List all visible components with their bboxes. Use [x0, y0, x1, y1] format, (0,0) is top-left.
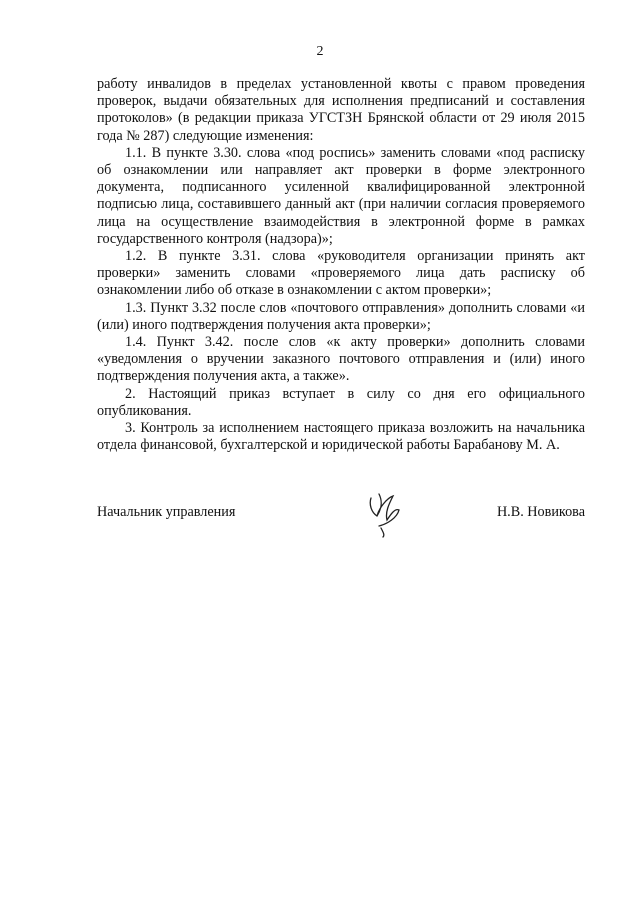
paragraph-1-3: 1.3. Пункт 3.32 после слов «почтового отправления» дополнить словами «и (или) иного подтверждения получения акта проверки»;	[97, 299, 585, 333]
paragraph-1-1: 1.1. В пункте 3.30. слова «под роспись» заменить словами «под расписку об ознакомлении или направляет акт проверки в форме электронного документа, подписанного усиленной квалифицированной электронной подписью лица, составившего данный акт (при наличии согласия проверяемого лица на осуществление взаимодействия в электронной форме в рамках государственного контроля (надзора)»;	[97, 144, 585, 247]
handwritten-signature	[365, 490, 405, 538]
signature-block	[97, 490, 585, 540]
page-number: 2	[316, 44, 324, 59]
paragraph-3: 3. Контроль за исполнением настоящего приказа возложить на начальника отдела финансовой, бухгалтерской и юридической работы Барабанову М. А.	[97, 420, 585, 454]
paragraph-continuation: работу инвалидов в пределах установленной квоты с правом проведения проверок, выдачи обязательных для исполнения предписаний и составления протоколов» (в редакции приказа УГСТЗН Брянской области от 29 июля 2015 года № 287) следующие изменения:	[97, 76, 585, 144]
paragraph-2: 2. Настоящий приказ вступает в силу со дня его официального опубликования.	[97, 385, 585, 419]
document-body	[97, 76, 585, 454]
signatory-position: Начальник управления	[97, 504, 236, 520]
paragraph-1-4: 1.4. Пункт 3.42. после слов «к акту проверки» дополнить словами «уведомления о вручении заказного почтового отправления и (или) иного подтверждения получения акта, а также».	[97, 334, 585, 385]
signatory-name: Н.В. Новикова	[496, 504, 585, 520]
paragraph-1-2: 1.2. В пункте 3.31. слова «руководителя организации принять акт проверки» заменить словами «проверяемого лица дать расписку об ознакомлении либо об отказе в ознакомлении с актом проверки»;	[97, 248, 585, 299]
